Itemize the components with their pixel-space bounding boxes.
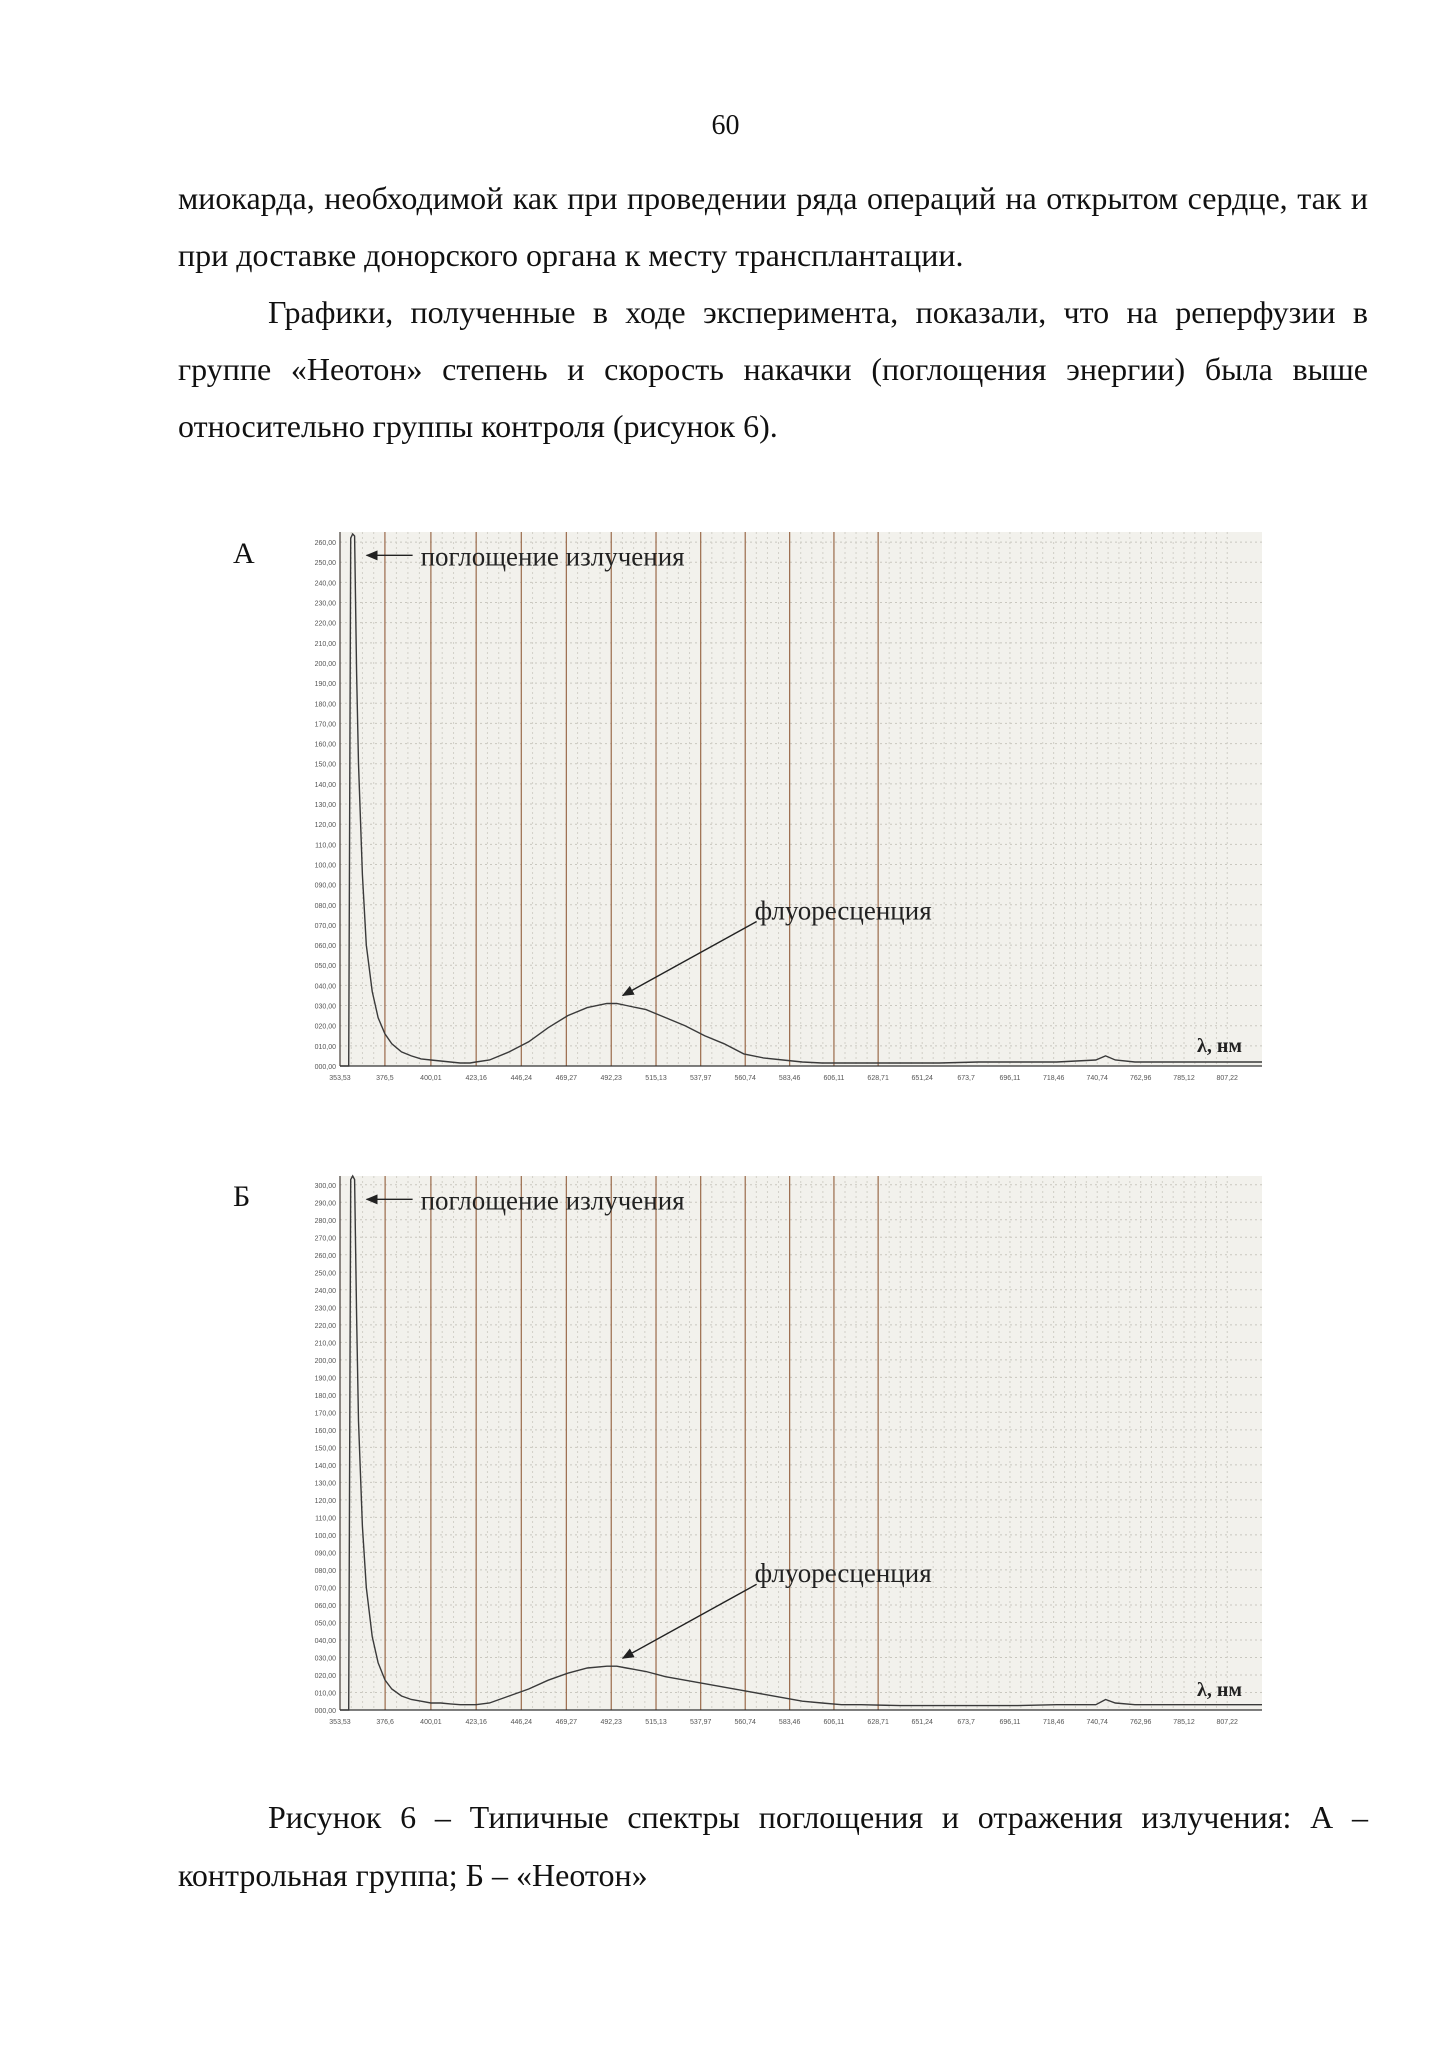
absorption-annotation: поглощение излучения <box>420 1185 685 1216</box>
y-tick-label: 080,00 <box>314 1567 336 1575</box>
y-tick-label: 080,00 <box>314 902 336 910</box>
y-tick-label: 200,00 <box>314 660 336 668</box>
x-tick-label: 515,13 <box>645 1719 667 1726</box>
absorption-annotation: поглощение излучения <box>420 541 685 572</box>
x-tick-label: 651,24 <box>911 1719 933 1726</box>
y-tick-label: 170,00 <box>314 1410 336 1418</box>
y-tick-label: 090,00 <box>314 1550 336 1558</box>
fluorescence-annotation: флуоресценция <box>754 895 932 926</box>
y-tick-label: 200,00 <box>314 1357 336 1365</box>
y-tick-label: 280,00 <box>314 1217 336 1225</box>
x-tick-label: 740,74 <box>1086 1719 1108 1726</box>
x-tick-label: 537,97 <box>689 1075 712 1082</box>
x-tick-label: 376,5 <box>376 1075 394 1082</box>
x-tick-label: 469,27 <box>555 1719 578 1726</box>
paragraph-2: Графики, полученные в ходе эксперимента, показали, что на реперфузии в группе «Неотон» степень и скорость накачки (поглощения энергии) была выше относительно группы контроля (рисунок 6). <box>178 294 1368 444</box>
x-tick-label: 446,24 <box>510 1719 533 1726</box>
x-tick-label: 673,7 <box>957 1075 975 1082</box>
y-tick-label: 130,00 <box>314 802 336 810</box>
x-tick-label: 583,46 <box>778 1075 801 1082</box>
x-tick-label: 606,11 <box>823 1075 845 1082</box>
y-tick-label: 030,00 <box>314 1655 336 1663</box>
y-tick-label: 000,00 <box>314 1708 336 1715</box>
y-tick-label: 110,00 <box>315 1515 336 1523</box>
panel-label-b: Б <box>233 1180 251 1213</box>
y-tick-label: 240,00 <box>314 1287 336 1295</box>
x-tick-label: 446,24 <box>510 1075 533 1082</box>
y-tick-label: 050,00 <box>314 963 336 971</box>
x-axis-label: λ, нм <box>1197 1035 1242 1057</box>
panel-label-a: А <box>233 537 255 570</box>
y-tick-label: 030,00 <box>314 1003 336 1011</box>
y-tick-label: 180,00 <box>314 1392 336 1400</box>
x-tick-label: 537,97 <box>689 1719 712 1726</box>
x-tick-label: 492,23 <box>600 1719 622 1726</box>
y-tick-label: 070,00 <box>314 1585 336 1593</box>
x-tick-label: 469,27 <box>555 1075 578 1082</box>
y-tick-label: 040,00 <box>314 1637 336 1645</box>
x-tick-label: 628,71 <box>867 1075 889 1082</box>
y-tick-label: 060,00 <box>314 943 336 951</box>
x-tick-label: 560,74 <box>734 1719 756 1726</box>
x-tick-label: 560,74 <box>734 1075 756 1082</box>
y-tick-label: 010,00 <box>314 1690 336 1698</box>
spectrum-chart-a <box>282 526 1272 1096</box>
x-tick-label: 376,6 <box>376 1719 394 1726</box>
y-tick-label: 290,00 <box>314 1200 336 1208</box>
x-tick-label: 673,7 <box>957 1719 975 1726</box>
x-tick-label: 515,13 <box>645 1075 667 1082</box>
y-tick-label: 100,00 <box>314 1532 336 1540</box>
y-tick-label: 120,00 <box>314 1497 336 1505</box>
y-tick-label: 150,00 <box>314 761 336 769</box>
y-tick-label: 170,00 <box>314 721 336 729</box>
page-number: 60 <box>711 110 740 141</box>
y-tick-label: 190,00 <box>314 681 336 689</box>
x-tick-label: 740,74 <box>1086 1075 1108 1082</box>
x-tick-label: 353,53 <box>329 1075 351 1082</box>
x-tick-label: 400,01 <box>420 1075 442 1082</box>
y-tick-label: 250,00 <box>314 1270 336 1278</box>
x-tick-label: 492,23 <box>600 1075 622 1082</box>
y-tick-label: 100,00 <box>314 862 336 870</box>
y-tick-label: 000,00 <box>314 1064 336 1071</box>
y-tick-label: 150,00 <box>314 1445 336 1453</box>
y-tick-label: 120,00 <box>314 822 336 830</box>
x-tick-label: 400,01 <box>420 1719 442 1726</box>
x-tick-label: 762,96 <box>1129 1075 1152 1082</box>
y-tick-label: 160,00 <box>314 1427 336 1435</box>
y-tick-label: 010,00 <box>314 1043 336 1051</box>
figure-caption: Рисунок 6 – Типичные спектры поглощения и отражения излучения: А – контрольная группа; Б – «Неотон» <box>178 1799 1368 1893</box>
y-tick-label: 250,00 <box>314 560 336 568</box>
y-tick-label: 130,00 <box>314 1480 336 1488</box>
x-tick-label: 583,46 <box>778 1719 801 1726</box>
y-tick-label: 210,00 <box>314 1340 336 1348</box>
x-tick-label: 606,11 <box>823 1719 845 1726</box>
y-tick-label: 270,00 <box>314 1235 336 1243</box>
y-tick-label: 060,00 <box>314 1602 336 1610</box>
x-tick-label: 353,53 <box>329 1719 351 1726</box>
y-tick-label: 230,00 <box>314 1305 336 1313</box>
x-tick-label: 423,16 <box>465 1719 487 1726</box>
y-tick-label: 140,00 <box>314 781 336 789</box>
y-tick-label: 040,00 <box>314 983 336 991</box>
x-tick-label: 785,12 <box>1173 1719 1195 1726</box>
chart-svg <box>282 526 1272 1096</box>
x-tick-label: 423,16 <box>465 1075 487 1082</box>
chart-svg <box>282 1170 1272 1740</box>
y-tick-label: 220,00 <box>314 1322 336 1330</box>
y-tick-label: 020,00 <box>314 1672 336 1680</box>
x-tick-label: 762,96 <box>1129 1719 1152 1726</box>
x-tick-label: 807,22 <box>1216 1075 1238 1082</box>
y-tick-label: 220,00 <box>314 620 336 628</box>
y-tick-label: 020,00 <box>314 1023 336 1031</box>
x-tick-label: 696,11 <box>999 1075 1021 1082</box>
spectrum-chart-b <box>282 1170 1272 1740</box>
y-tick-label: 160,00 <box>314 741 336 749</box>
y-tick-label: 050,00 <box>314 1620 336 1628</box>
y-tick-label: 180,00 <box>314 701 336 709</box>
fluorescence-annotation: флуоресценция <box>754 1558 932 1589</box>
paragraph-1: миокарда, необходимой как при проведении ряда операций на открытом сердце, так и при доставке донорского органа к месту трансплантации. <box>178 180 1368 273</box>
y-tick-label: 300,00 <box>314 1182 336 1190</box>
y-tick-label: 210,00 <box>314 640 336 648</box>
x-tick-label: 718,46 <box>1042 1719 1065 1726</box>
x-tick-label: 807,22 <box>1216 1719 1238 1726</box>
x-tick-label: 651,24 <box>911 1075 933 1082</box>
x-tick-label: 628,71 <box>867 1719 889 1726</box>
y-tick-label: 190,00 <box>314 1375 336 1383</box>
y-tick-label: 110,00 <box>315 842 336 850</box>
y-tick-label: 090,00 <box>314 882 336 890</box>
y-tick-label: 260,00 <box>314 1252 336 1260</box>
x-tick-label: 718,46 <box>1042 1075 1065 1082</box>
y-tick-label: 230,00 <box>314 600 336 608</box>
x-tick-label: 785,12 <box>1173 1075 1195 1082</box>
y-tick-label: 070,00 <box>314 922 336 930</box>
x-tick-label: 696,11 <box>999 1719 1021 1726</box>
y-tick-label: 140,00 <box>314 1462 336 1470</box>
y-tick-label: 260,00 <box>314 540 336 548</box>
y-tick-label: 240,00 <box>314 580 336 588</box>
x-axis-label: λ, нм <box>1197 1679 1242 1701</box>
